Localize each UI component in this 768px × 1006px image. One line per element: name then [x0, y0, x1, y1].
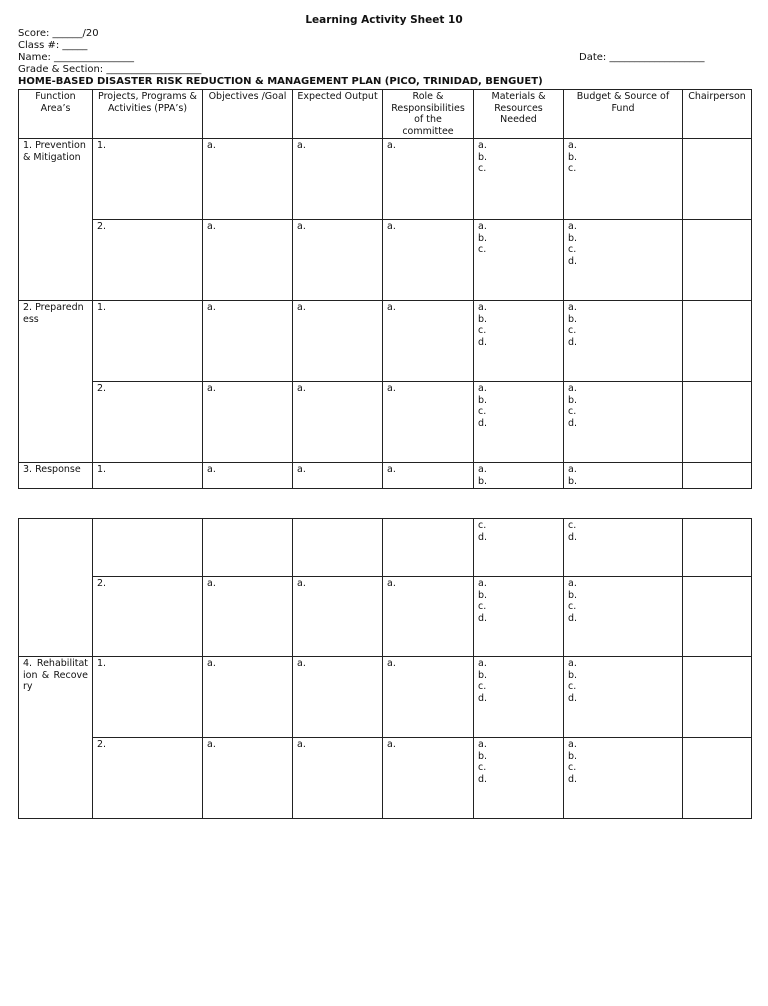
materials-cell: c. d.	[474, 519, 564, 577]
materials-cell: a. b. c. d.	[474, 738, 564, 819]
header-function-area: Function Area’s	[19, 90, 93, 139]
grade-section-field: Grade & Section: ___________________	[18, 64, 202, 75]
ppa-cell: 2.	[93, 382, 203, 463]
output-cell: a.	[293, 139, 383, 220]
objective-cell: a.	[203, 139, 293, 220]
budget-cell: a. b. c. d.	[564, 301, 683, 382]
materials-cell: a. b.	[474, 463, 564, 489]
role-cell: a.	[383, 382, 474, 463]
header-row	[19, 90, 752, 139]
header-budget: Budget & Source of Fund	[564, 90, 683, 139]
sheet-title: Learning Activity Sheet 10	[305, 14, 463, 26]
materials-cell: a. b. c. d.	[474, 382, 564, 463]
header-expected-output: Expected Output	[293, 90, 383, 139]
output-cell: a.	[293, 738, 383, 819]
materials-cell: a. b. c. d.	[474, 301, 564, 382]
role-cell: a.	[383, 463, 474, 489]
budget-cell: a. b. c. d.	[564, 577, 683, 657]
objective-cell: a.	[203, 463, 293, 489]
table-row	[19, 220, 752, 301]
area-response: 3. Response	[19, 463, 93, 489]
output-cell: a.	[293, 577, 383, 657]
table-row	[19, 577, 752, 657]
score-field: Score: ______/20	[18, 28, 99, 39]
area-rehabilitation: 4. Rehabilitation & Recovery	[19, 657, 93, 819]
role-cell: a.	[383, 301, 474, 382]
plan-table-part-1	[18, 89, 752, 489]
objective-cell: a.	[203, 657, 293, 738]
output-cell: a.	[293, 220, 383, 301]
table-row	[19, 139, 752, 220]
ppa-cell: 1.	[93, 657, 203, 738]
chairperson-cell	[683, 519, 752, 577]
table-row	[19, 301, 752, 382]
chairperson-cell	[683, 301, 752, 382]
output-cell: a.	[293, 301, 383, 382]
output-cell: a.	[293, 382, 383, 463]
objective-cell: a.	[203, 738, 293, 819]
output-cell: a.	[293, 463, 383, 489]
role-cell: a.	[383, 657, 474, 738]
budget-cell: a. b.	[564, 463, 683, 489]
role-cell: a.	[383, 577, 474, 657]
table-row	[19, 519, 752, 577]
area-response-continued	[19, 519, 93, 657]
objective-cell: a.	[203, 301, 293, 382]
budget-cell: a. b. c. d.	[564, 220, 683, 301]
header-materials: Materials & Resources Needed	[474, 90, 564, 139]
budget-cell: c. d.	[564, 519, 683, 577]
table-row	[19, 738, 752, 819]
chairperson-cell	[683, 139, 752, 220]
budget-cell: a. b. c. d.	[564, 657, 683, 738]
header-objectives: Objectives /Goal	[203, 90, 293, 139]
ppa-cell: 1.	[93, 301, 203, 382]
role-cell	[383, 519, 474, 577]
chairperson-cell	[683, 738, 752, 819]
header-ppa: Projects, Programs & Activities (PPA’s)	[93, 90, 203, 139]
ppa-cell: 2.	[93, 738, 203, 819]
area-prevention: 1. Prevention & Mitigation	[19, 139, 93, 301]
plan-table-part-2	[18, 518, 752, 819]
chairperson-cell	[683, 657, 752, 738]
role-cell: a.	[383, 220, 474, 301]
date-field: Date: ___________________	[579, 52, 705, 63]
budget-cell: a. b. c. d.	[564, 382, 683, 463]
class-number-field: Class #: _____	[18, 40, 88, 51]
ppa-cell: 1.	[93, 463, 203, 489]
role-cell: a.	[383, 139, 474, 220]
name-field: Name: ________________	[18, 52, 135, 63]
table-row	[19, 463, 752, 489]
objective-cell: a.	[203, 382, 293, 463]
budget-cell: a. b. c. d.	[564, 738, 683, 819]
output-cell	[293, 519, 383, 577]
chairperson-cell	[683, 577, 752, 657]
role-cell: a.	[383, 738, 474, 819]
chairperson-cell	[683, 220, 752, 301]
output-cell: a.	[293, 657, 383, 738]
ppa-cell: 2.	[93, 577, 203, 657]
chairperson-cell	[683, 382, 752, 463]
budget-cell: a. b. c.	[564, 139, 683, 220]
objective-cell	[203, 519, 293, 577]
ppa-cell: 1.	[93, 139, 203, 220]
objective-cell: a.	[203, 220, 293, 301]
chairperson-cell	[683, 463, 752, 489]
table-row	[19, 657, 752, 738]
materials-cell: a. b. c. d.	[474, 577, 564, 657]
materials-cell: a. b. c.	[474, 220, 564, 301]
plan-title: HOME-BASED DISASTER RISK REDUCTION & MANAGEMENT PLAN (PICO, TRINIDAD, BENGUET)	[18, 76, 543, 87]
area-preparedness: 2. Preparedness	[19, 301, 93, 463]
materials-cell: a. b. c. d.	[474, 657, 564, 738]
header-chairperson: Chairperson	[683, 90, 752, 139]
table-row	[19, 382, 752, 463]
ppa-cell: 2.	[93, 220, 203, 301]
materials-cell: a. b. c.	[474, 139, 564, 220]
objective-cell: a.	[203, 577, 293, 657]
header-role: Role & Responsibilities of the committee	[383, 90, 474, 139]
ppa-cell	[93, 519, 203, 577]
